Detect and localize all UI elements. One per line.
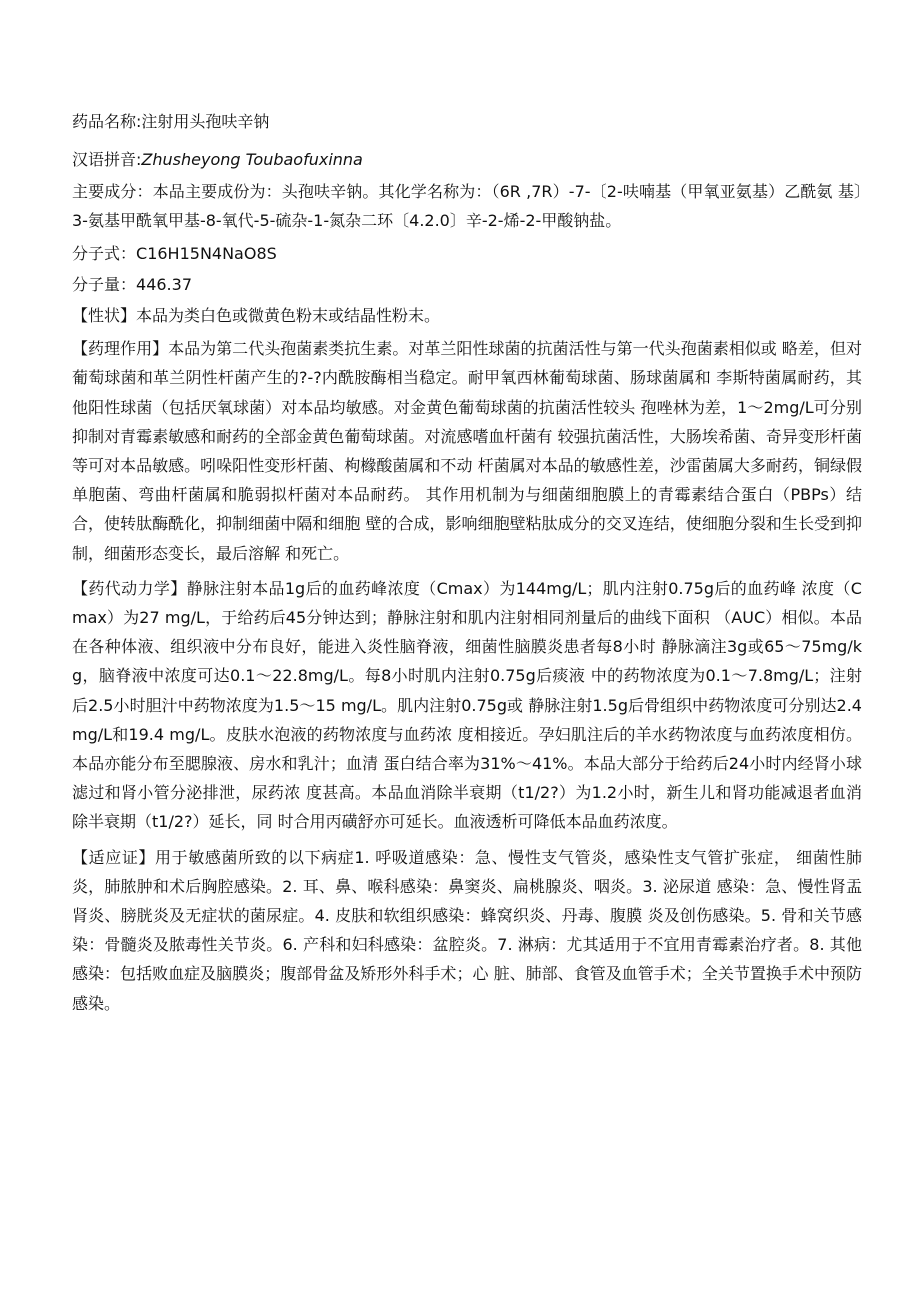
- pharmacokinetics-section: [72, 574, 862, 837]
- indications-section: [72, 843, 862, 1018]
- drug-name-label: 药品名称:: [72, 112, 142, 131]
- drug-name-value: 注射用头孢呋辛钠: [141, 112, 270, 131]
- pharmacology-text: 本品为第二代头孢菌素类抗生素。对革兰阳性球菌的抗菌活性与第一代头孢菌素相似或 略差，但对葡萄球菌和革兰阴性杆菌产生的?-?内酰胺酶相当稳定。耐甲氧西林葡萄球菌、肠球菌属和 李斯特菌属耐药，其他阳性球菌（包括厌氧球菌）对本品均敏感。对金黄色葡萄球菌的抗菌活性较头 孢唑林为差，1～2mg/L可分别抑制对青霉素敏感和耐药的全部金黄色葡萄球菌。对流感嗜血杆菌有 较强抗菌活性，大肠埃希菌、奇异变形杆菌等可对本品敏感。吲哚阳性变形杆菌、枸橼酸菌属和不动 杆菌属对本品的敏感性差，沙雷菌属大多耐药，铜绿假单胞菌、弯曲杆菌属和脆弱拟杆菌对本品耐药。 其作用机制为与细菌细胞膜上的青霉素结合蛋白（PBPs）结合，使转肽酶酰化，抑制细菌中隔和细胞 壁的合成，影响细胞壁粘肽成分的交叉连结，使细胞分裂和生长受到抑制，细菌形态变长，最后溶解 和死亡。: [72, 339, 862, 563]
- properties-text: 本品为类白色或微黄色粉末或结晶性粉末。: [136, 306, 441, 326]
- formula-label: 分子式：: [72, 244, 137, 264]
- composition-text: 本品主要成份为：头孢呋辛钠。其化学名称为：（6R ,7R）-7-〔2-呋喃基（甲氧亚氨基）乙酰氨 基〕3-氨基甲酰氧甲基-8-氧代-5-硫杂-1-氮杂二环〔4.2.0〕辛-2-烯-2-甲酸钠盐。: [72, 182, 862, 230]
- drug-name-line: [72, 109, 862, 135]
- properties-label: 【性状】: [72, 306, 137, 326]
- properties-line: [72, 303, 862, 329]
- pinyin-label: 汉语拼音:: [72, 150, 142, 169]
- indications-label: 【适应证】: [72, 847, 156, 867]
- weight-label: 分子量：: [72, 275, 137, 295]
- formula-value: C16H15N4NaO8S: [136, 244, 277, 264]
- formula-line: [72, 241, 862, 267]
- weight-value: 446.37: [136, 275, 192, 295]
- pinyin-value: Zhusheyong Toubaofuxinna: [141, 150, 363, 169]
- pharmacology-label: 【药理作用】: [72, 339, 169, 359]
- pharmacokinetics-label: 【药代动力学】: [72, 578, 187, 598]
- pinyin-line: [72, 147, 862, 173]
- composition-section: [72, 178, 862, 235]
- pharmacokinetics-text: 静脉注射本品1g后的血药峰浓度（Cmax）为144mg/L；肌内注射0.75g后的血药峰 浓度（Cmax）为27 mg/L，于给药后45分钟达到；静脉注射和肌内注射相同剂量后的曲线下面积 （AUC）相似。本品在各种体液、组织液中分布良好，能进入炎性脑脊液，细菌性脑膜炎患者每8小时 静脉滴注3g或65～75mg/kg，脑脊液中浓度可达0.1～22.8mg/L。每8小时肌内注射0.75g后痰液 中的药物浓度为0.1～7.8mg/L；注射后2.5小时胆汁中药物浓度为1.5～15 mg/L。肌内注射0.75g或 静脉注射1.5g后骨组织中药物浓度可分别达2.4mg/L和19.4 mg/L。皮肤水泡液的药物浓度与血药浓 度相接近。孕妇肌注后的羊水药物浓度与血药浓度相仿。本品亦能分布至腮腺液、房水和乳汁；血清 蛋白结合率为31%～41%。本品大部分于给药后24小时内经肾小球滤过和肾小管分泌排泄，尿药浓 度甚高。本品血消除半衰期（t1/2?）为1.2小时，新生儿和肾功能减退者血消除半衰期（t1/2?）延长，同 时合用丙磺舒亦可延长。血液透析可降低本品血药浓度。: [72, 578, 862, 832]
- composition-label: 主要成分：: [72, 182, 153, 201]
- pharmacology-section: [72, 334, 862, 568]
- indications-text: 用于敏感菌所致的以下病症1. 呼吸道感染：急、慢性支气管炎，感染性支气管扩张症， 细菌性肺炎，肺脓肿和术后胸腔感染。2. 耳、鼻、喉科感染：鼻窦炎、扁桃腺炎、咽炎。3. 泌尿道 感染：急、慢性肾盂肾炎、膀胱炎及无症状的菌尿症。4. 皮肤和软组织感染：蜂窝织炎、丹毒、腹膜 炎及创伤感染。5. 骨和关节感染：骨髓炎及脓毒性关节炎。6. 产科和妇科感染：盆腔炎。7. 淋病：尤其适用于不宜用青霉素治疗者。8. 其他感染：包括败血症及脑膜炎；腹部骨盆及矫形外科手术；心 脏、肺部、食管及血管手术；全关节置换手术中预防感染。: [72, 847, 862, 1013]
- weight-line: [72, 272, 862, 298]
